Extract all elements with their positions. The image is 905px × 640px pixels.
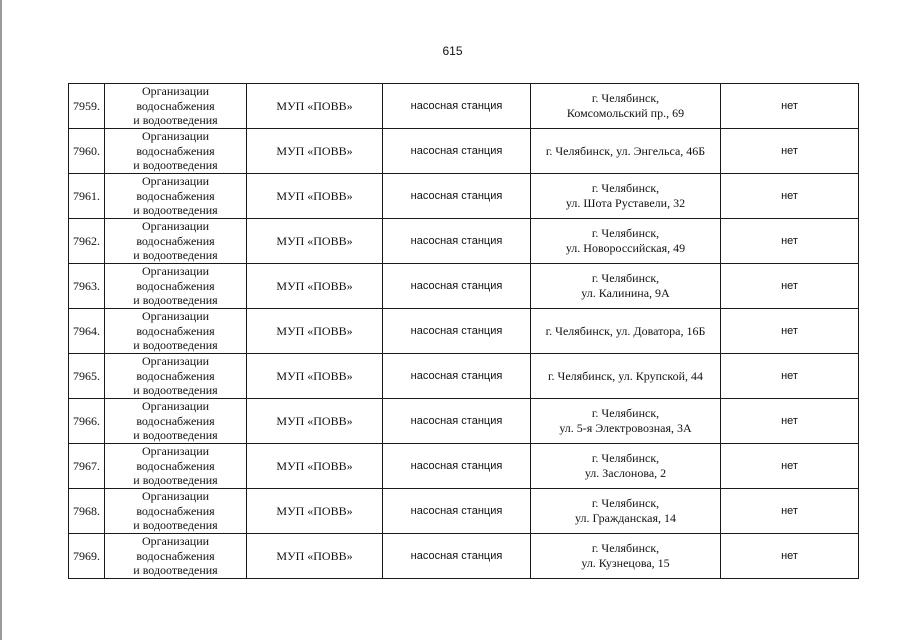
organization-cell: МУП «ПОВВ» [247, 309, 383, 354]
row-number: 7961. [69, 174, 105, 219]
row-number: 7959. [69, 84, 105, 129]
row-number: 7966. [69, 399, 105, 444]
cat-line: Организации [141, 174, 210, 189]
cat-line: Организации [141, 489, 210, 504]
table-row [69, 84, 859, 129]
category-cell [105, 264, 247, 309]
cat-line: водоснабжения [136, 143, 215, 158]
address-cell [531, 129, 721, 174]
facility-type-cell: насосная станция [383, 84, 531, 129]
facility-type-cell: насосная станция [383, 399, 531, 444]
addr-line: ул. Калинина, 9А [581, 286, 670, 300]
cat-line: и водоотведения [133, 158, 218, 173]
organization-cell: МУП «ПОВВ» [247, 174, 383, 219]
cat-line: водоснабжения [136, 278, 215, 293]
organization-cell: МУП «ПОВВ» [247, 84, 383, 129]
cat-line: Организации [141, 444, 210, 459]
address-cell [531, 219, 721, 264]
category-cell [105, 129, 247, 174]
row-number: 7968. [69, 489, 105, 534]
addr-line: г. Челябинск, [591, 226, 660, 240]
organization-cell: МУП «ПОВВ» [247, 264, 383, 309]
cat-line: и водоотведения [133, 383, 218, 398]
cat-line: Организации [141, 264, 210, 279]
address-cell [531, 84, 721, 129]
addr-line: ул. Новороссийская, 49 [565, 241, 686, 255]
table-row [69, 399, 859, 444]
status-cell: нет [721, 219, 859, 264]
facility-type-cell: насосная станция [383, 264, 531, 309]
address-cell [531, 354, 721, 399]
address-cell [531, 489, 721, 534]
cat-line: Организации [141, 219, 210, 234]
cat-line: и водоотведения [133, 248, 218, 263]
row-number: 7969. [69, 534, 105, 579]
facility-type-cell: насосная станция [383, 174, 531, 219]
row-number: 7965. [69, 354, 105, 399]
registry-table-body [69, 84, 859, 579]
organization-cell: МУП «ПОВВ» [247, 444, 383, 489]
addr-line: ул. Кузнецова, 15 [581, 556, 670, 570]
row-number: 7962. [69, 219, 105, 264]
category-cell [105, 399, 247, 444]
cat-line: и водоотведения [133, 113, 218, 128]
scan-edge [0, 0, 2, 640]
facility-type-cell: насосная станция [383, 444, 531, 489]
page-number: 615 [442, 44, 463, 58]
addr-line: г. Челябинск, [591, 271, 660, 285]
organization-cell: МУП «ПОВВ» [247, 129, 383, 174]
facility-type-cell: насосная станция [383, 309, 531, 354]
organization-cell: МУП «ПОВВ» [247, 489, 383, 534]
category-cell [105, 489, 247, 534]
cat-line: и водоотведения [133, 293, 218, 308]
cat-line: и водоотведения [133, 203, 218, 218]
address-cell [531, 174, 721, 219]
addr-line: ул. Шота Руставели, 32 [565, 196, 686, 210]
table-row [69, 309, 859, 354]
table-row [69, 219, 859, 264]
category-cell [105, 174, 247, 219]
category-cell [105, 444, 247, 489]
organization-cell: МУП «ПОВВ» [247, 219, 383, 264]
cat-line: Организации [141, 129, 210, 144]
cat-line: Организации [141, 354, 210, 369]
status-cell: нет [721, 84, 859, 129]
organization-cell: МУП «ПОВВ» [247, 354, 383, 399]
cat-line: и водоотведения [133, 338, 218, 353]
addr-line: г. Челябинск, [591, 91, 660, 105]
cat-line: водоснабжения [136, 503, 215, 518]
addr-line: ул. Заслонова, 2 [584, 466, 667, 480]
cat-line: водоснабжения [136, 98, 215, 113]
cat-line: Организации [141, 84, 210, 99]
addr-line: г. Челябинск, [591, 181, 660, 195]
facility-type-cell: насосная станция [383, 129, 531, 174]
addr-line: г. Челябинск, [591, 541, 660, 555]
facility-type-cell: насосная станция [383, 489, 531, 534]
cat-line: водоснабжения [136, 458, 215, 473]
addr-line: ул. Гражданская, 14 [575, 511, 676, 525]
cat-line: водоснабжения [136, 188, 215, 203]
addr-line: г. Челябинск, [591, 496, 660, 510]
status-cell: нет [721, 174, 859, 219]
status-cell: нет [721, 354, 859, 399]
addr-line: ул. 5-я Электровозная, 3А [559, 421, 692, 435]
cat-line: и водоотведения [133, 563, 218, 578]
organization-cell: МУП «ПОВВ» [247, 399, 383, 444]
cat-line: и водоотведения [133, 473, 218, 488]
status-cell: нет [721, 489, 859, 534]
registry-table [68, 83, 859, 579]
address-cell [531, 444, 721, 489]
category-cell [105, 534, 247, 579]
status-cell: нет [721, 264, 859, 309]
cat-line: водоснабжения [136, 233, 215, 248]
cat-line: и водоотведения [133, 428, 218, 443]
facility-type-cell: насосная станция [383, 534, 531, 579]
category-cell [105, 84, 247, 129]
address-cell [531, 534, 721, 579]
category-cell [105, 354, 247, 399]
address-cell [531, 309, 721, 354]
cat-line: и водоотведения [133, 518, 218, 533]
cat-line: Организации [141, 399, 210, 414]
cat-line: водоснабжения [136, 548, 215, 563]
status-cell: нет [721, 129, 859, 174]
cat-line: водоснабжения [136, 323, 215, 338]
table-row [69, 489, 859, 534]
addr-line: г. Челябинск, [591, 451, 660, 465]
table-row [69, 444, 859, 489]
row-number: 7967. [69, 444, 105, 489]
cat-line: водоснабжения [136, 368, 215, 383]
cat-line: Организации [141, 309, 210, 324]
addr-line: г. Челябинск, ул. Крупской, 44 [547, 368, 703, 383]
addr-line: Комсомольский пр., 69 [566, 106, 685, 120]
facility-type-cell: насосная станция [383, 354, 531, 399]
table-row [69, 264, 859, 309]
facility-type-cell: насосная станция [383, 219, 531, 264]
status-cell: нет [721, 444, 859, 489]
row-number: 7960. [69, 129, 105, 174]
table-row [69, 354, 859, 399]
category-cell [105, 309, 247, 354]
address-cell [531, 399, 721, 444]
addr-line: г. Челябинск, ул. Доватора, 16Б [545, 323, 706, 338]
table-row [69, 174, 859, 219]
table-row [69, 534, 859, 579]
status-cell: нет [721, 309, 859, 354]
status-cell: нет [721, 534, 859, 579]
row-number: 7964. [69, 309, 105, 354]
table-row [69, 129, 859, 174]
addr-line: г. Челябинск, [591, 406, 660, 420]
row-number: 7963. [69, 264, 105, 309]
organization-cell: МУП «ПОВВ» [247, 534, 383, 579]
address-cell [531, 264, 721, 309]
cat-line: Организации [141, 534, 210, 549]
addr-line: г. Челябинск, ул. Энгельса, 46Б [545, 143, 706, 158]
category-cell [105, 219, 247, 264]
status-cell: нет [721, 399, 859, 444]
cat-line: водоснабжения [136, 413, 215, 428]
